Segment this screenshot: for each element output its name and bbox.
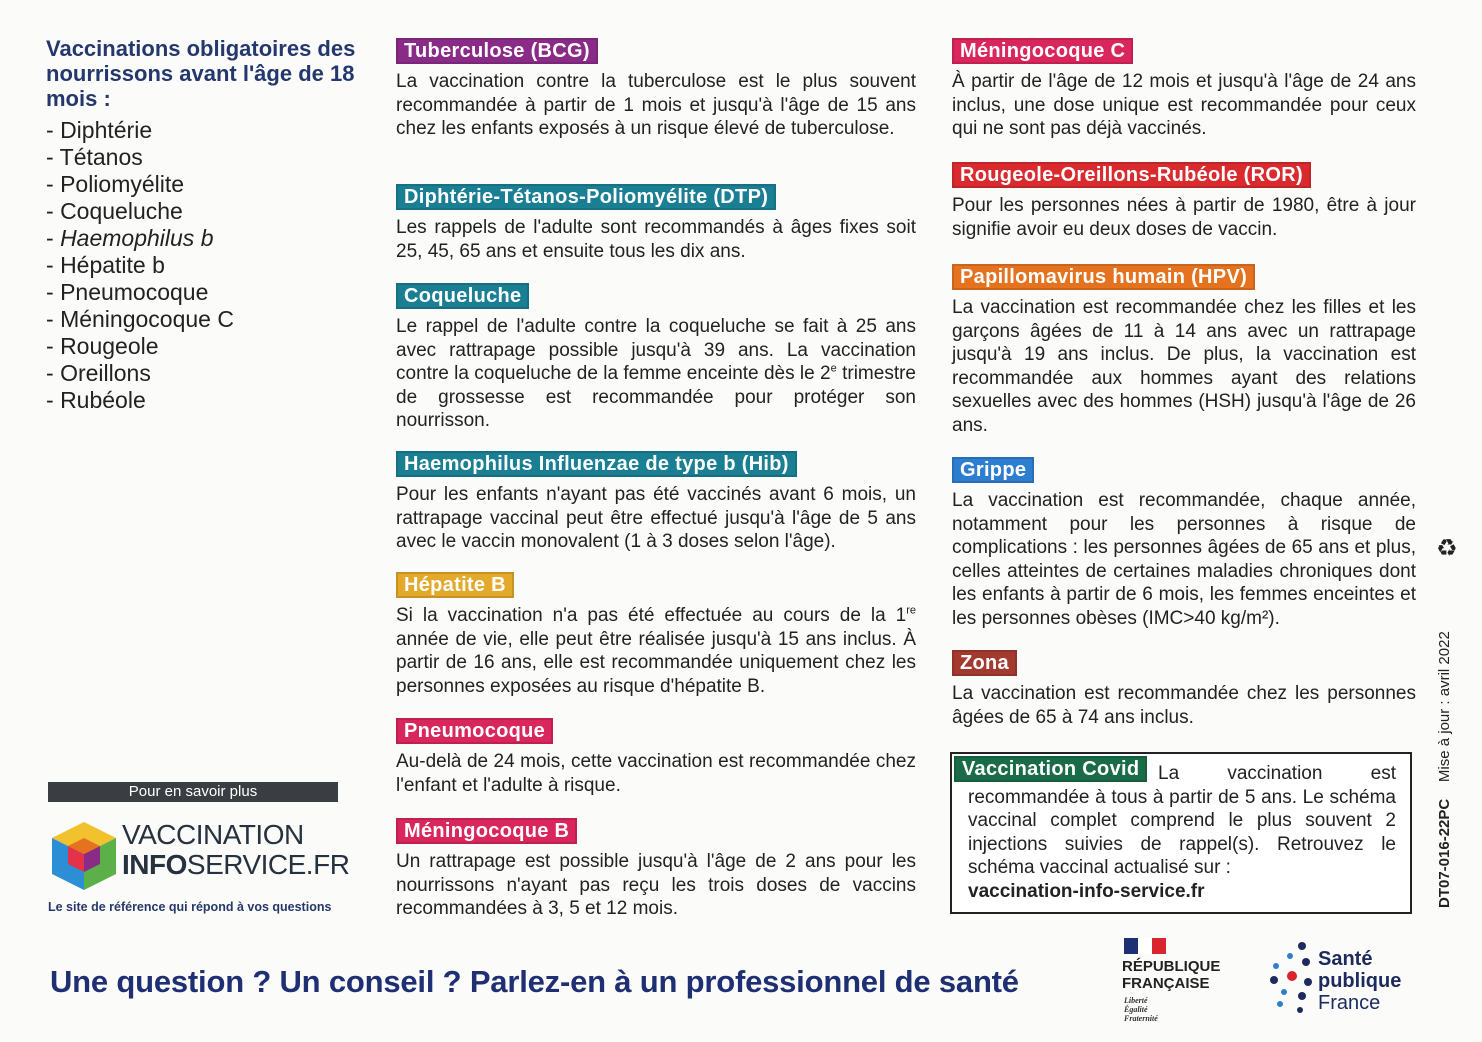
section-title-covid: Vaccination Covid <box>954 756 1147 782</box>
mandatory-title: Vaccinations obligatoires des nourrissons avant l'âge de 18 mois : <box>46 36 356 111</box>
section-title-bcg: Tuberculose (BCG) <box>396 38 598 64</box>
document-reference: DT07-016-22PC Mise à jour : avril 2022 <box>1436 631 1453 908</box>
section-title-coqueluche: Coqueluche <box>396 283 529 309</box>
section-hpv <box>952 264 1416 437</box>
vis-tagline: Le site de référence qui répond à vos questions <box>48 900 332 914</box>
section-coqueluche <box>396 283 916 433</box>
section-title-zona: Zona <box>952 650 1017 676</box>
section-text-dtp: Les rappels de l'adulte sont recommandés à âges fixes soit 25, 45, 65 ans et ensuite tous les dix ans. <box>396 217 916 262</box>
list-item: - Pneumocoque <box>46 279 209 305</box>
section-text-bcg: La vaccination contre la tuberculose est le plus souvent recommandée à partir de 1 mois et jusqu'à l'âge de 15 ans chez les enfants exposés à un risque élevé de tuberculose. <box>396 71 916 139</box>
section-dtp <box>396 184 916 263</box>
section-title-meningocoque-c: Méningocoque C <box>952 38 1133 64</box>
section-bcg <box>396 38 916 141</box>
section-zona <box>952 650 1416 729</box>
section-title-hib: Haemophilus Influenzae de type b (Hib) <box>396 451 797 477</box>
section-hepatite-b <box>396 572 916 698</box>
list-item: - Rougeole <box>46 333 159 359</box>
section-text-hepatite-b: Si la vaccination n'a pas été effectuée au cours de la 1re année de vie, elle peut être réalisée jusqu'à 15 ans inclus. À partir de 16 ans, elle est recommandée uniquement chez les personnes exposées au risque d'hépatite B. <box>396 604 916 697</box>
vaccination-info-service-logo-icon <box>48 818 120 894</box>
list-item: - Tétanos <box>46 144 143 170</box>
section-title-meningocoque-b: Méningocoque B <box>396 818 577 844</box>
section-text-hib: Pour les enfants n'ayant pas été vaccinés avant 6 mois, un rattrapage vaccinal peut être effectué jusqu'à l'âge de 5 ans avec le vaccin monovalent (1 à 3 doses selon l'âge). <box>396 484 916 552</box>
list-item: - Hépatite b <box>46 252 165 278</box>
section-title-dtp: Diphtérie-Tétanos-Poliomyélite (DTP) <box>396 184 776 210</box>
republique-francaise-flag-icon <box>1124 938 1166 954</box>
section-meningocoque-b <box>396 818 916 921</box>
section-title-pneumocoque: Pneumocoque <box>396 718 553 744</box>
covid-link[interactable]: vaccination-info-service.fr <box>968 880 1205 902</box>
recycle-icon: ♻ <box>1436 535 1458 562</box>
section-ror <box>952 162 1416 241</box>
section-text-grippe: La vaccination est recommandée, chaque année, notamment pour les personnes à risque de complications : les personnes âgées de 65 ans et plus, celles atteintes de certaines maladies chroniques dont les enfants à partir de 6 mois, les femmes enceintes et les personnes obèses (IMC>40 kg/m²). <box>952 490 1416 629</box>
list-item: - Oreillons <box>46 360 151 386</box>
section-title-ror: Rougeole-Oreillons-Rubéole (ROR) <box>952 162 1311 188</box>
mandatory-list <box>46 117 234 414</box>
vis-site-name-line2[interactable]: INFOSERVICE.FR <box>122 849 350 880</box>
section-title-grippe: Grippe <box>952 457 1034 483</box>
section-grippe <box>952 457 1416 630</box>
list-item: - Rubéole <box>46 387 146 413</box>
section-text-coqueluche: Le rappel de l'adulte contre la coqueluche se fait à 25 ans avec rattrapage possible jusqu'à 39 ans. La vaccination contre la coqueluche de la femme enceinte dès le 2e trimestre de grossesse est recommandée pour protéger son nourrisson. <box>396 316 916 431</box>
sante-publique-france-logo: Santé publique France <box>1318 948 1402 1014</box>
section-text-pneumocoque: Au-delà de 24 mois, cette vaccination est recommandée chez l'enfant et l'adulte à risque. <box>396 751 916 796</box>
list-item: - Coqueluche <box>46 198 183 224</box>
section-text-meningocoque-b: Un rattrapage est possible jusqu'à l'âge de 2 ans pour les nourrissons n'ayant pas reçu les trois doses de vaccins recommandées à 3, 5 et 12 mois. <box>396 851 916 919</box>
list-item: - Haemophilus b <box>46 225 214 251</box>
footer-message: Une question ? Un conseil ? Parlez-en à un professionnel de santé <box>50 964 1019 999</box>
section-meningocoque-c <box>952 38 1416 141</box>
covid-box <box>950 752 1412 914</box>
vis-site-name-line1: VACCINATION <box>122 819 304 850</box>
section-text-covid: La vaccination est recommandée à tous à partir de 5 ans. Le schéma vaccinal complet comprend le plus souvent 2 injections suivies de rappel(s). Retrouvez le schéma vaccinal actualisé sur : vaccination-info-service.fr <box>968 763 1396 902</box>
sante-publique-france-logo-icon <box>1262 940 1316 1016</box>
section-text-meningocoque-c: À partir de l'âge de 12 mois et jusqu'à l'âge de 24 ans inclus, une dose unique est recommandée pour ceux qui ne sont pas déjà vaccinés. <box>952 71 1416 139</box>
more-info-bar: Pour en savoir plus <box>48 782 338 802</box>
section-hib <box>396 451 916 554</box>
section-text-zona: La vaccination est recommandée chez les personnes âgées de 65 à 74 ans inclus. <box>952 683 1416 728</box>
section-title-hpv: Papillomavirus humain (HPV) <box>952 264 1255 290</box>
republique-motto: Liberté Égalité Fraternité <box>1124 996 1158 1023</box>
section-pneumocoque <box>396 718 916 797</box>
section-text-ror: Pour les personnes nées à partir de 1980, être à jour signifie avoir eu deux doses de vaccin. <box>952 195 1416 240</box>
list-item: - Méningocoque C <box>46 306 234 332</box>
list-item: - Diphtérie <box>46 117 153 143</box>
section-title-hepatite-b: Hépatite B <box>396 572 514 598</box>
section-text-hpv: La vaccination est recommandée chez les filles et les garçons âgées de 11 à 14 ans avec un rattrapage jusqu'à 19 ans inclus. De plus, la vaccination est recommandée aux hommes ayant des relations sexuelles avec des hommes (HSH) jusqu'à l'âge de 26 ans. <box>952 297 1416 436</box>
republique-francaise-logo: RÉPUBLIQUE FRANÇAISE <box>1122 958 1221 992</box>
list-item: - Poliomyélite <box>46 171 185 197</box>
